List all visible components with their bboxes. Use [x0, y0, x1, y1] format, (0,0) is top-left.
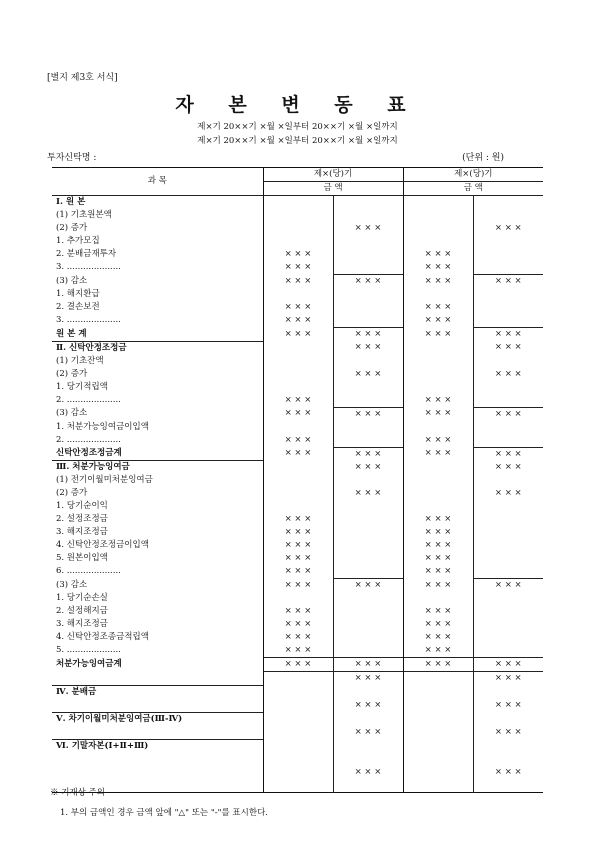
amount-cell [473, 381, 543, 394]
amount-cell [333, 474, 403, 487]
amount-cell: × × × [263, 579, 333, 593]
table-row [52, 407, 543, 421]
amount-cell [473, 739, 543, 753]
amount-cell: × × × [403, 565, 473, 579]
table-row [52, 394, 543, 408]
amount-cell: × × × [263, 261, 333, 275]
amount-cell [403, 341, 473, 355]
amount-cell [333, 526, 403, 539]
amount-cell [473, 712, 543, 726]
amount-cell [263, 685, 333, 699]
table-header-row-1 [52, 168, 543, 182]
amount-cell [473, 526, 543, 539]
table-row [52, 500, 543, 513]
row-label: 3. 해지조정금 [56, 527, 108, 537]
amount-cell [473, 235, 543, 248]
amount-cell: × × × [263, 447, 333, 461]
amount-cell [473, 474, 543, 487]
amount-cell [403, 196, 473, 210]
table-row [52, 487, 543, 500]
amount-cell: × × × [403, 328, 473, 342]
notes-section [50, 783, 268, 823]
amount-cell [263, 474, 333, 487]
row-label: 1. 당기적립액 [56, 381, 108, 392]
row-label: 1. 처분가능잉여금이입액 [56, 421, 149, 432]
amount-cell: × × × [403, 394, 473, 408]
row-label: 2. .................... [56, 434, 121, 445]
amount-cell: × × × [333, 407, 403, 421]
amount-cell: × × × [333, 699, 403, 713]
capital-changes-table [52, 167, 543, 793]
period-line-current: 제×기 20××기 ×월 ×일부터 20××기 ×월 ×일까지 [197, 122, 398, 132]
table-row [52, 474, 543, 487]
item-column-header: 과 목 [52, 168, 263, 196]
amount-cell: × × × [473, 672, 543, 686]
trust-name-label: 투자신탁명 : [47, 153, 97, 163]
amount-cell [263, 739, 333, 753]
table-row [52, 261, 543, 275]
amount-cell [263, 592, 333, 605]
row-label [52, 699, 263, 713]
table-row [52, 685, 543, 699]
amount-cell [333, 631, 403, 644]
amount-cell: × × × [333, 658, 403, 672]
table-row [52, 381, 543, 394]
amount-cell: × × × [403, 526, 473, 539]
row-label: 2. 설정해지금 [56, 606, 108, 616]
amount-cell [403, 672, 473, 686]
amount-cell [473, 261, 543, 275]
amount-cell [473, 513, 543, 526]
amount-cell [473, 209, 543, 222]
row-label [52, 766, 263, 779]
table-row [52, 275, 543, 289]
amount-cell: × × × [263, 618, 333, 631]
amount-cell [403, 421, 473, 434]
amount-cell [263, 726, 333, 740]
notes-heading: ※ 기재상 주의 [50, 788, 105, 798]
table-row [52, 712, 543, 726]
amount-cell [263, 500, 333, 513]
row-label: 2. .................... [56, 394, 121, 405]
amount-cell [263, 766, 333, 779]
table-row [52, 222, 543, 235]
amount-cell: × × × [473, 699, 543, 713]
amount-cell: × × × [263, 644, 333, 658]
amount-cell [263, 487, 333, 500]
row-label: Ⅵ. 기말자본(Ⅰ+Ⅱ+Ⅲ) [52, 739, 263, 753]
amount-cell [473, 539, 543, 552]
amount-cell: × × × [263, 275, 333, 289]
amount-cell [403, 766, 473, 779]
row-label: 3. 해지조정금 [56, 619, 108, 629]
amount-cell [473, 288, 543, 301]
row-label: (2) 증가 [56, 488, 88, 498]
amount-cell: × × × [333, 275, 403, 289]
amount-cell [263, 368, 333, 381]
amount-cell [473, 753, 543, 766]
amount-cell [473, 301, 543, 314]
row-label: 2. 설정조정금 [56, 514, 108, 524]
unit-label: (단위 : 원) [462, 153, 504, 163]
amount-cell: × × × [473, 341, 543, 355]
form-number: [별지 제3호 서식] [47, 73, 118, 83]
amount-cell: × × × [473, 487, 543, 500]
amount-cell [403, 288, 473, 301]
table-row [52, 355, 543, 368]
row-label: 처분가능잉여금계 [56, 659, 122, 669]
amount-cell [333, 381, 403, 394]
amount-cell: × × × [403, 301, 473, 314]
amount-cell [403, 381, 473, 394]
amount-cell [473, 779, 543, 793]
amount-cell [333, 248, 403, 261]
amount-cell: × × × [473, 222, 543, 235]
amount-cell: × × × [403, 579, 473, 593]
table-row [52, 447, 543, 461]
amount-cell [403, 685, 473, 699]
amount-cell: × × × [403, 552, 473, 565]
prior-amount-header: 금 액 [403, 182, 543, 196]
amount-cell [473, 355, 543, 368]
amount-cell: × × × [333, 447, 403, 461]
row-label: (3) 감소 [56, 408, 88, 419]
amount-cell [403, 779, 473, 793]
amount-cell: × × × [263, 565, 333, 579]
row-label: Ⅳ. 분배금 [52, 685, 263, 699]
amount-cell [333, 434, 403, 448]
amount-cell: × × × [333, 487, 403, 500]
table-row [52, 552, 543, 565]
table-row [52, 301, 543, 314]
row-label [52, 753, 263, 766]
period-line-prior: 제×기 20××기 ×월 ×일부터 20××기 ×월 ×일까지 [197, 136, 398, 146]
amount-cell [263, 712, 333, 726]
amount-cell [333, 500, 403, 513]
table-row [52, 434, 543, 448]
table-row [52, 739, 543, 753]
row-label: (3) 감소 [56, 275, 88, 286]
amount-cell: × × × [403, 314, 473, 328]
amount-cell [333, 712, 403, 726]
table-row [52, 565, 543, 579]
amount-cell [333, 618, 403, 631]
table-row [52, 526, 543, 539]
amount-cell: × × × [403, 248, 473, 261]
amount-cell [403, 500, 473, 513]
row-label: (2) 증가 [56, 223, 88, 233]
amount-cell [403, 235, 473, 248]
amount-cell [403, 739, 473, 753]
amount-cell [403, 474, 473, 487]
amount-cell: × × × [473, 275, 543, 289]
amount-cell [263, 222, 333, 235]
amount-cell: × × × [333, 461, 403, 475]
amount-cell [473, 314, 543, 328]
amount-cell [333, 394, 403, 408]
amount-cell: × × × [333, 579, 403, 593]
amount-cell [333, 261, 403, 275]
amount-cell [263, 461, 333, 475]
amount-cell [403, 487, 473, 500]
table-row [52, 699, 543, 713]
amount-cell: × × × [263, 434, 333, 448]
amount-cell: × × × [333, 766, 403, 779]
table-row [52, 618, 543, 631]
amount-cell [473, 644, 543, 658]
amount-cell: × × × [333, 726, 403, 740]
amount-cell [263, 341, 333, 355]
amount-cell [403, 592, 473, 605]
amount-cell [333, 314, 403, 328]
amount-cell [403, 209, 473, 222]
table-row [52, 592, 543, 605]
amount-cell: × × × [263, 513, 333, 526]
amount-cell: × × × [263, 605, 333, 618]
amount-cell [403, 355, 473, 368]
table-row [52, 658, 543, 672]
amount-cell: × × × [403, 658, 473, 672]
amount-cell [473, 618, 543, 631]
amount-cell [263, 421, 333, 434]
amount-cell: × × × [333, 672, 403, 686]
amount-cell: × × × [473, 368, 543, 381]
amount-cell: × × × [263, 394, 333, 408]
row-label: 1. 추가모집 [56, 236, 100, 246]
amount-cell: × × × [403, 275, 473, 289]
amount-cell [473, 248, 543, 261]
note-item: 1. 부의 금액인 경우 금액 앞에 "△" 또는 "-"를 표시한다. [60, 808, 268, 818]
amount-cell: × × × [263, 631, 333, 644]
amount-cell: × × × [263, 248, 333, 261]
amount-cell: × × × [403, 513, 473, 526]
amount-cell [403, 726, 473, 740]
amount-cell [403, 368, 473, 381]
amount-cell [403, 222, 473, 235]
amount-cell [473, 500, 543, 513]
amount-cell [333, 301, 403, 314]
amount-cell [333, 685, 403, 699]
amount-cell [263, 753, 333, 766]
table-row [52, 631, 543, 644]
row-label: 2. 결손보전 [56, 302, 100, 312]
amount-cell: × × × [403, 631, 473, 644]
amount-cell [333, 288, 403, 301]
amount-cell [263, 699, 333, 713]
amount-cell [263, 355, 333, 368]
amount-cell [333, 592, 403, 605]
amount-cell [333, 421, 403, 434]
amount-cell: × × × [403, 261, 473, 275]
row-label: 3. .................... [56, 262, 121, 273]
row-label: 1. 당기순손실 [56, 593, 108, 603]
amount-cell [403, 712, 473, 726]
table-row [52, 209, 543, 222]
amount-cell: × × × [263, 407, 333, 421]
row-label: 6. .................... [56, 566, 121, 577]
table-row [52, 341, 543, 355]
amount-cell: × × × [403, 618, 473, 631]
table-row [52, 605, 543, 618]
amount-cell [403, 461, 473, 475]
row-label: Ⅲ. 처분가능잉여금 [52, 461, 263, 475]
table-row [52, 368, 543, 381]
amount-cell: × × × [333, 368, 403, 381]
amount-cell: × × × [403, 605, 473, 618]
amount-cell [473, 685, 543, 699]
amount-cell [333, 539, 403, 552]
amount-cell: × × × [403, 644, 473, 658]
amount-cell [333, 209, 403, 222]
row-label: 4. 신탁안정조정금이입액 [56, 540, 149, 550]
current-period-header: 제×(당)기 [263, 168, 403, 182]
amount-cell [473, 605, 543, 618]
row-label: (1) 기초원본액 [56, 210, 112, 220]
amount-cell [263, 288, 333, 301]
amount-cell: × × × [333, 222, 403, 235]
amount-cell: × × × [263, 328, 333, 342]
table-row [52, 235, 543, 248]
amount-cell: × × × [473, 328, 543, 342]
amount-cell [333, 552, 403, 565]
table-row [52, 314, 543, 328]
amount-cell: × × × [473, 407, 543, 421]
row-label: 3. .................... [56, 315, 121, 326]
table-row [52, 461, 543, 475]
row-label: (1) 전기이월미처분잉여금 [56, 475, 153, 485]
table-row [52, 421, 543, 434]
amount-cell [263, 381, 333, 394]
table-row [52, 288, 543, 301]
table-row [52, 328, 543, 342]
row-label: 5. 원본이입액 [56, 553, 108, 563]
amount-cell [263, 672, 333, 686]
row-label: Ⅴ. 차기이월미처분잉여금(Ⅲ-Ⅳ) [52, 712, 263, 726]
amount-cell [263, 235, 333, 248]
amount-cell: × × × [263, 658, 333, 672]
table-row [52, 766, 543, 779]
amount-cell [473, 565, 543, 579]
amount-cell [473, 631, 543, 644]
table-row [52, 196, 543, 210]
amount-cell [333, 196, 403, 210]
amount-cell [333, 605, 403, 618]
amount-cell [473, 552, 543, 565]
row-label: (1) 기초잔액 [56, 355, 104, 366]
amount-cell: × × × [333, 341, 403, 355]
amount-cell: × × × [473, 579, 543, 593]
amount-cell [333, 739, 403, 753]
row-label: 1. 해지환급 [56, 289, 100, 299]
amount-cell [333, 779, 403, 793]
table-row [52, 726, 543, 740]
amount-cell [473, 196, 543, 210]
row-label: (2) 증가 [56, 368, 88, 379]
table-row [52, 644, 543, 658]
table-row [52, 248, 543, 261]
amount-cell [263, 209, 333, 222]
amount-cell [263, 779, 333, 793]
row-label: Ⅰ. 원 본 [56, 197, 86, 207]
current-amount-header: 금 액 [263, 182, 403, 196]
amount-cell [473, 421, 543, 434]
row-label: 신탁안정조정금계 [56, 448, 122, 458]
amount-cell [403, 699, 473, 713]
amount-cell: × × × [473, 461, 543, 475]
amount-cell [473, 394, 543, 408]
amount-cell [333, 355, 403, 368]
table-row [52, 753, 543, 766]
amount-cell [333, 565, 403, 579]
amount-cell: × × × [263, 552, 333, 565]
row-label: 원 본 계 [56, 328, 87, 339]
amount-cell: × × × [263, 539, 333, 552]
table-row [52, 672, 543, 686]
row-label [52, 726, 263, 740]
amount-cell: × × × [263, 526, 333, 539]
amount-cell [333, 753, 403, 766]
amount-cell: × × × [473, 658, 543, 672]
amount-cell: × × × [403, 447, 473, 461]
amount-cell [263, 196, 333, 210]
amount-cell: × × × [263, 301, 333, 314]
table-row [52, 579, 543, 593]
row-label [52, 672, 263, 686]
row-label: (3) 감소 [56, 579, 88, 590]
row-label: 1. 당기순이익 [56, 501, 108, 511]
row-label: 5. .................... [56, 645, 121, 656]
table-row [52, 513, 543, 526]
amount-cell: × × × [263, 314, 333, 328]
amount-cell: × × × [473, 766, 543, 779]
amount-cell: × × × [473, 447, 543, 461]
prior-period-header: 제×(당)기 [403, 168, 543, 182]
row-label: 4. 신탁안정조종금적립액 [56, 632, 149, 642]
row-label: Ⅱ. 신탁안정조정금 [52, 341, 263, 355]
table-row [52, 539, 543, 552]
amount-cell [473, 434, 543, 448]
amount-cell: × × × [473, 726, 543, 740]
amount-cell: × × × [403, 539, 473, 552]
row-label: 2. 분배금재투자 [56, 249, 117, 259]
document-title: 자 본 변 동 표 [175, 94, 420, 116]
amount-cell: × × × [333, 328, 403, 342]
amount-cell [333, 235, 403, 248]
amount-cell [403, 753, 473, 766]
amount-cell: × × × [403, 434, 473, 448]
amount-cell: × × × [403, 407, 473, 421]
amount-cell [333, 644, 403, 658]
amount-cell [333, 513, 403, 526]
amount-cell [473, 592, 543, 605]
